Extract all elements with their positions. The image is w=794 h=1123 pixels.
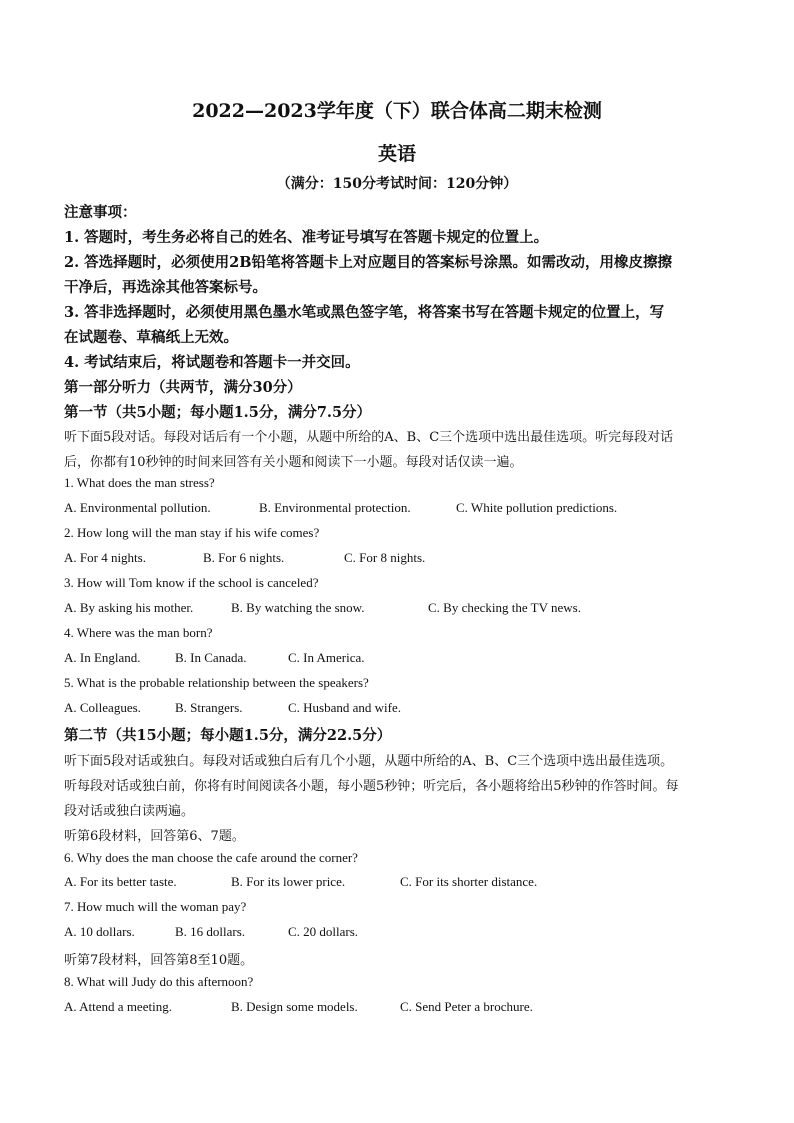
question-stem: 5. What is the probable relationship between the speakers?	[64, 675, 369, 690]
section1-heading: 第一节（共5小题；每小题1.5分，满分7.5分）	[64, 404, 372, 421]
option-a: A. In England.	[64, 650, 141, 665]
option-b: B. By watching the snow.	[231, 600, 365, 615]
question-stem: 7. How much will the woman pay?	[64, 899, 247, 914]
option-b: B. Design some models.	[231, 999, 358, 1014]
note-line: 在试题卷、草稿纸上无效。	[64, 329, 238, 346]
note-line: 1. 答题时，考生务必将自己的姓名、准考证号填写在答题卡规定的位置上。	[64, 229, 549, 246]
option-b: B. In Canada.	[175, 650, 247, 665]
option-a: A. Environmental pollution.	[64, 500, 211, 515]
option-c: C. In America.	[288, 650, 365, 665]
part1-heading: 第一部分听力（共两节，满分30分）	[64, 379, 302, 396]
option-c: C. By checking the TV news.	[428, 600, 581, 615]
group-instruction: 听第6段材料，回答第6、7题。	[64, 829, 245, 844]
section1-instruction: 后，你都有10秒钟的时间来回答有关小题和阅读下一小题。每段对话仅读一遍。	[64, 455, 523, 470]
exam-info: （满分：150分考试时间：120分钟）	[276, 176, 518, 192]
option-c: C. For its shorter distance.	[400, 874, 538, 889]
option-a: A. 10 dollars.	[64, 924, 135, 939]
subject-title: 英语	[377, 143, 416, 165]
exam-title: 2022—2023学年度（下）联合体高二期末检测	[192, 100, 602, 122]
section2-instruction: 段对话或独白读两遍。	[64, 804, 195, 819]
section2-instruction: 听下面5段对话或独白。每段对话或独白后有几个小题，从题中所给的A、B、C三个选项中选出最佳选项。	[64, 754, 674, 769]
option-b: B. 16 dollars.	[175, 924, 246, 939]
question-stem: 1. What does the man stress?	[64, 475, 215, 490]
question-stem: 2. How long will the man stay if his wife comes?	[64, 525, 320, 540]
option-a: A. For 4 nights.	[64, 550, 146, 565]
option-c: C. Send Peter a brochure.	[400, 999, 533, 1014]
notes-heading: 注意事项：	[64, 204, 137, 221]
note-line: 4. 考试结束后，将试题卷和答题卡一并交回。	[64, 354, 360, 371]
option-c: C. 20 dollars.	[288, 924, 359, 939]
option-c: C. White pollution predictions.	[456, 500, 618, 515]
option-b: B. For 6 nights.	[203, 550, 285, 565]
option-b: B. Strangers.	[175, 700, 243, 715]
option-a: A. Attend a meeting.	[64, 999, 172, 1014]
section2-instruction: 听每段对话或独白前，你将有时间阅读各小题，每小题5秒钟；听完后，各小题将给出5秒钟的作答时间。每	[64, 779, 679, 794]
question-stem: 4. Where was the man born?	[64, 625, 213, 640]
section1-instruction: 听下面5段对话。每段对话后有一个小题，从题中所给的A、B、C三个选项中选出最佳选项。听完每段对话	[64, 430, 674, 445]
question-stem: 3. How will Tom know if the school is canceled?	[64, 575, 319, 590]
option-c: C. Husband and wife.	[288, 700, 402, 715]
option-a: A. For its better taste.	[64, 874, 177, 889]
option-a: A. By asking his mother.	[64, 600, 194, 615]
note-line: 2. 答选择题时，必须使用2B铅笔将答题卡上对应题目的答案标号涂黑。如需改动，用橡皮擦擦	[64, 254, 673, 271]
group-instruction: 听第7段材料，回答第8至10题。	[64, 953, 254, 968]
question-stem: 6. Why does the man choose the cafe around the corner?	[64, 850, 358, 865]
option-b: B. Environmental protection.	[259, 500, 411, 515]
note-line: 3. 答非选择题时，必须使用黑色墨水笔或黑色签字笔，将答案书写在答题卡规定的位置上，写	[64, 304, 665, 321]
section2-heading: 第二节（共15小题；每小题1.5分，满分22.5分）	[64, 727, 392, 744]
question-stem: 8. What will Judy do this afternoon?	[64, 974, 254, 989]
option-c: C. For 8 nights.	[344, 550, 426, 565]
option-b: B. For its lower price.	[231, 874, 346, 889]
option-a: A. Colleagues.	[64, 700, 141, 715]
note-line: 干净后，再选涂其他答案标号。	[64, 279, 267, 296]
